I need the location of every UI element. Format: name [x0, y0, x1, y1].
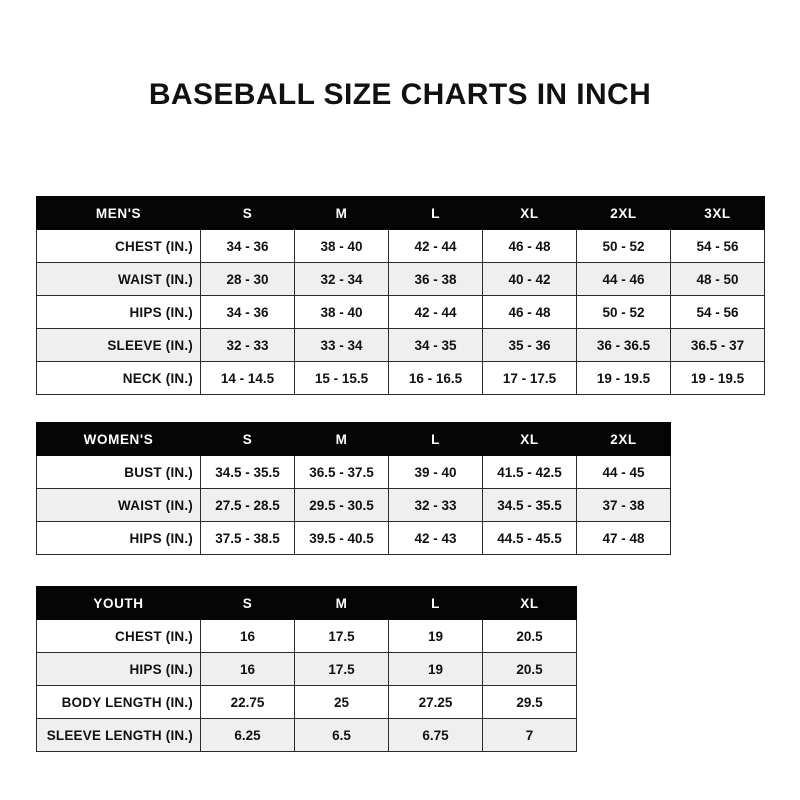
table-cell: 54 - 56: [671, 296, 765, 329]
table-cell: 16 - 16.5: [389, 362, 483, 395]
table-row: [37, 489, 671, 522]
table-cell: 46 - 48: [483, 296, 577, 329]
table-row: [37, 719, 577, 752]
table-header-row: [37, 587, 577, 620]
row-header: BUST (IN.): [37, 456, 201, 489]
column-header: S: [201, 197, 295, 230]
table-cell: 54 - 56: [671, 230, 765, 263]
table-cell: 34 - 36: [201, 230, 295, 263]
table-row: [37, 263, 765, 296]
table-cell: 34 - 36: [201, 296, 295, 329]
table-row: [37, 362, 765, 395]
table-cell: 22.75: [201, 686, 295, 719]
column-header: XL: [483, 197, 577, 230]
table-cell: 39 - 40: [389, 456, 483, 489]
table-cell: 29.5 - 30.5: [295, 489, 389, 522]
row-header: HIPS (IN.): [37, 296, 201, 329]
column-header: L: [389, 587, 483, 620]
table-cell: 16: [201, 653, 295, 686]
column-header: 2XL: [577, 423, 671, 456]
row-header: CHEST (IN.): [37, 620, 201, 653]
table-cell: 44 - 46: [577, 263, 671, 296]
table-cell: 34 - 35: [389, 329, 483, 362]
table-cell: 37.5 - 38.5: [201, 522, 295, 555]
table-cell: 6.5: [295, 719, 389, 752]
table-cell: 20.5: [483, 653, 577, 686]
table-cell: 6.25: [201, 719, 295, 752]
table-row: [37, 230, 765, 263]
column-header: M: [295, 423, 389, 456]
table-cell: 38 - 40: [295, 296, 389, 329]
row-header: HIPS (IN.): [37, 522, 201, 555]
table-cell: 42 - 44: [389, 230, 483, 263]
youth-size-table: [36, 586, 577, 752]
table-cell: 40 - 42: [483, 263, 577, 296]
table-cell: 47 - 48: [577, 522, 671, 555]
column-header: 2XL: [577, 197, 671, 230]
column-header: WOMEN'S: [37, 423, 201, 456]
row-header: NECK (IN.): [37, 362, 201, 395]
row-header: WAIST (IN.): [37, 489, 201, 522]
table-row: [37, 620, 577, 653]
table-cell: 17.5: [295, 653, 389, 686]
column-header: MEN'S: [37, 197, 201, 230]
column-header: M: [295, 197, 389, 230]
table-row: [37, 653, 577, 686]
table-cell: 35 - 36: [483, 329, 577, 362]
table-row: [37, 686, 577, 719]
column-header: S: [201, 423, 295, 456]
table-cell: 17.5: [295, 620, 389, 653]
table-cell: 29.5: [483, 686, 577, 719]
row-header: CHEST (IN.): [37, 230, 201, 263]
row-header: HIPS (IN.): [37, 653, 201, 686]
table-cell: 19: [389, 653, 483, 686]
table-cell: 7: [483, 719, 577, 752]
table-cell: 15 - 15.5: [295, 362, 389, 395]
table-cell: 42 - 43: [389, 522, 483, 555]
table-cell: 6.75: [389, 719, 483, 752]
table-cell: 17 - 17.5: [483, 362, 577, 395]
table-cell: 39.5 - 40.5: [295, 522, 389, 555]
table-header-row: [37, 197, 765, 230]
table-cell: 14 - 14.5: [201, 362, 295, 395]
table-cell: 32 - 33: [201, 329, 295, 362]
column-header: L: [389, 197, 483, 230]
table-row: [37, 329, 765, 362]
column-header: M: [295, 587, 389, 620]
table-cell: 27.5 - 28.5: [201, 489, 295, 522]
table-cell: 28 - 30: [201, 263, 295, 296]
column-header: 3XL: [671, 197, 765, 230]
table-cell: 27.25: [389, 686, 483, 719]
row-header: BODY LENGTH (IN.): [37, 686, 201, 719]
table-cell: 38 - 40: [295, 230, 389, 263]
table-cell: 32 - 33: [389, 489, 483, 522]
column-header: L: [389, 423, 483, 456]
table-cell: 36.5 - 37.5: [295, 456, 389, 489]
table-cell: 50 - 52: [577, 230, 671, 263]
table-cell: 44.5 - 45.5: [483, 522, 577, 555]
table-cell: 16: [201, 620, 295, 653]
mens-size-table: [36, 196, 765, 395]
womens-size-table: [36, 422, 671, 555]
table-cell: 37 - 38: [577, 489, 671, 522]
column-header: S: [201, 587, 295, 620]
table-row: [37, 296, 765, 329]
table-cell: 32 - 34: [295, 263, 389, 296]
table-cell: 20.5: [483, 620, 577, 653]
table-cell: 48 - 50: [671, 263, 765, 296]
table-cell: 42 - 44: [389, 296, 483, 329]
table-cell: 46 - 48: [483, 230, 577, 263]
table-cell: 19 - 19.5: [671, 362, 765, 395]
row-header: SLEEVE LENGTH (IN.): [37, 719, 201, 752]
table-cell: 34.5 - 35.5: [483, 489, 577, 522]
table-cell: 34.5 - 35.5: [201, 456, 295, 489]
row-header: SLEEVE (IN.): [37, 329, 201, 362]
table-cell: 19: [389, 620, 483, 653]
table-cell: 36.5 - 37: [671, 329, 765, 362]
table-cell: 33 - 34: [295, 329, 389, 362]
table-cell: 36 - 38: [389, 263, 483, 296]
page-title: BASEBALL SIZE CHARTS IN INCH: [148, 78, 652, 111]
column-header: YOUTH: [37, 587, 201, 620]
table-cell: 44 - 45: [577, 456, 671, 489]
row-header: WAIST (IN.): [37, 263, 201, 296]
table-cell: 19 - 19.5: [577, 362, 671, 395]
column-header: XL: [483, 423, 577, 456]
table-cell: 36 - 36.5: [577, 329, 671, 362]
table-cell: 50 - 52: [577, 296, 671, 329]
table-row: [37, 522, 671, 555]
table-cell: 25: [295, 686, 389, 719]
table-header-row: [37, 423, 671, 456]
column-header: XL: [483, 587, 577, 620]
table-cell: 41.5 - 42.5: [483, 456, 577, 489]
table-row: [37, 456, 671, 489]
